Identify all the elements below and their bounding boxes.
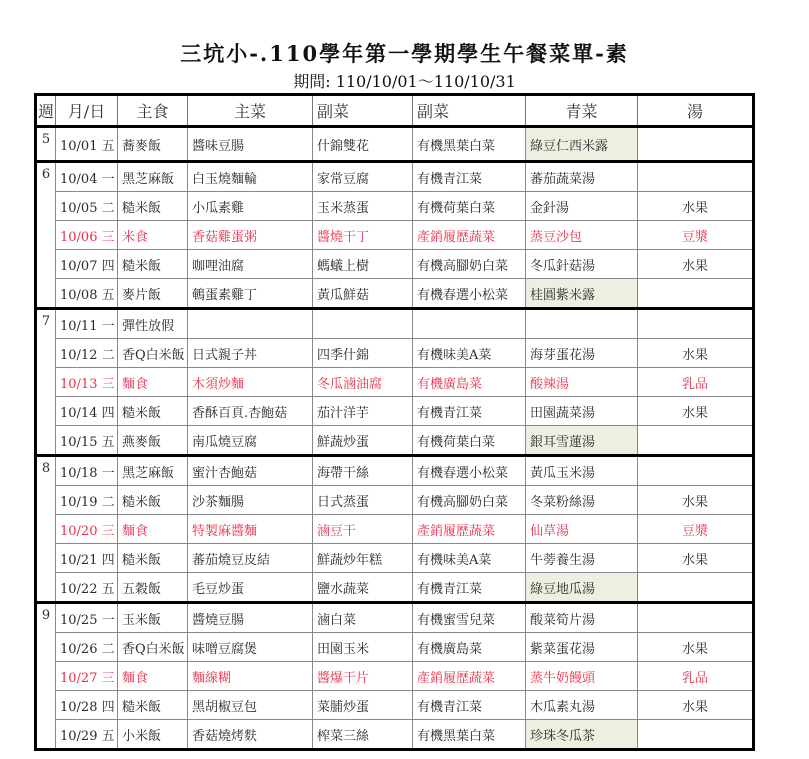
soup-cell: 豆漿 — [638, 515, 754, 544]
lunch-menu-table — [34, 93, 755, 751]
vegetable-cell: 綠豆地瓜湯 — [526, 573, 638, 603]
date: 10/15 — [60, 434, 98, 450]
side-dish-1-cell: 田園玉米 — [313, 633, 413, 662]
side-dish-2-cell: 有機廣島菜 — [413, 368, 526, 397]
vegetable-cell: 木瓜素丸湯 — [526, 691, 638, 720]
menu-row — [36, 162, 754, 192]
vegetable-cell — [526, 309, 638, 339]
side-dish-2-cell: 有機廣島菜 — [413, 633, 526, 662]
main-dish-cell: 黑胡椒豆包 — [188, 691, 313, 720]
date: 10/21 — [60, 552, 98, 568]
soup-cell: 乳品 — [638, 662, 754, 691]
vegetable-cell: 蒸豆沙包 — [526, 221, 638, 250]
side-dish-1-cell: 日式蒸蛋 — [313, 486, 413, 515]
weekday: 一 — [101, 612, 115, 628]
soup-cell — [638, 309, 754, 339]
soup-cell — [638, 720, 754, 750]
date: 10/12 — [60, 347, 98, 363]
menu-row — [36, 279, 754, 309]
vegetable-cell: 紫菜蛋花湯 — [526, 633, 638, 662]
side-dish-1-cell: 家常豆腐 — [313, 162, 413, 192]
side-dish-2-cell: 有機蜜雪兒菜 — [413, 603, 526, 633]
header-soup: 湯 — [638, 95, 754, 127]
soup-cell: 乳品 — [638, 368, 754, 397]
weekday: 三 — [101, 229, 115, 245]
menu-row — [36, 486, 754, 515]
date-cell — [56, 662, 118, 691]
main-dish-cell: 麵線糊 — [188, 662, 313, 691]
main-dish-cell: 香菇燒烤麩 — [188, 720, 313, 750]
soup-cell — [638, 426, 754, 456]
date: 10/06 — [60, 229, 98, 245]
soup-cell: 水果 — [638, 633, 754, 662]
week-number: 5 — [36, 127, 56, 162]
soup-cell — [638, 456, 754, 486]
main-dish-cell: 木須炒麵 — [188, 368, 313, 397]
date-cell — [56, 309, 118, 339]
main-dish-cell: 醬味豆腸 — [188, 127, 313, 162]
main-dish-cell: 毛豆炒蛋 — [188, 573, 313, 603]
date: 10/18 — [60, 465, 98, 481]
soup-cell: 豆漿 — [638, 221, 754, 250]
week-number: 9 — [36, 603, 56, 750]
weekday: 三 — [101, 670, 115, 686]
soup-cell — [638, 279, 754, 309]
main-dish-cell: 白玉燒麵輪 — [188, 162, 313, 192]
weekday: 三 — [101, 523, 115, 539]
main-dish-cell: 南瓜燒豆腐 — [188, 426, 313, 456]
date-cell — [56, 162, 118, 192]
vegetable-cell: 田園蔬菜湯 — [526, 397, 638, 426]
staple-cell: 黑芝麻飯 — [118, 456, 188, 486]
vegetable-cell: 海芽蛋花湯 — [526, 339, 638, 368]
weekday: 五 — [101, 287, 115, 303]
weekday: 四 — [101, 405, 115, 421]
staple-cell: 蕎麥飯 — [118, 127, 188, 162]
side-dish-2-cell: 有機青江菜 — [413, 573, 526, 603]
staple-cell: 糙米飯 — [118, 691, 188, 720]
header-main-dish: 主菜 — [188, 95, 313, 127]
date: 10/04 — [60, 171, 98, 187]
weekday: 四 — [101, 699, 115, 715]
side-dish-1-cell: 醬爆干片 — [313, 662, 413, 691]
side-dish-2-cell: 有機荷葉白菜 — [413, 426, 526, 456]
header-date: 月/日 — [56, 95, 118, 127]
soup-cell — [638, 603, 754, 633]
menu-row — [36, 339, 754, 368]
header-side-dish-2: 副菜 — [413, 95, 526, 127]
weekday: 二 — [101, 494, 115, 510]
date: 10/11 — [60, 318, 98, 334]
date-cell — [56, 720, 118, 750]
menu-row — [36, 633, 754, 662]
menu-row — [36, 456, 754, 486]
menu-row — [36, 250, 754, 279]
date-cell — [56, 691, 118, 720]
weekday: 一 — [101, 171, 115, 187]
weekday: 五 — [101, 434, 115, 450]
side-dish-2-cell: 有機青江菜 — [413, 162, 526, 192]
main-dish-cell: 小瓜素雞 — [188, 192, 313, 221]
side-dish-2-cell: 有機春選小松菜 — [413, 456, 526, 486]
date: 10/01 — [60, 138, 98, 154]
vegetable-cell: 珍珠冬瓜茶 — [526, 720, 638, 750]
menu-row — [36, 544, 754, 573]
side-dish-1-cell: 鮮蔬炒年糕 — [313, 544, 413, 573]
staple-cell: 燕麥飯 — [118, 426, 188, 456]
staple-cell: 彈性放假 — [118, 309, 188, 339]
staple-cell: 小米飯 — [118, 720, 188, 750]
vegetable-cell: 桂圓紫米露 — [526, 279, 638, 309]
side-dish-1-cell: 菜脯炒蛋 — [313, 691, 413, 720]
side-dish-1-cell: 鹽水蔬菜 — [313, 573, 413, 603]
side-dish-1-cell: 海帶干絲 — [313, 456, 413, 486]
header-vegetable: 青菜 — [526, 95, 638, 127]
vegetable-cell: 酸菜筍片湯 — [526, 603, 638, 633]
date: 10/25 — [60, 612, 98, 628]
date: 10/28 — [60, 699, 98, 715]
side-dish-1-cell — [313, 309, 413, 339]
side-dish-2-cell: 產銷履歷蔬菜 — [413, 662, 526, 691]
side-dish-1-cell: 滷白菜 — [313, 603, 413, 633]
date-cell — [56, 368, 118, 397]
menu-title: 三坑小-.110學年第一學期學生午餐菜單-素 — [180, 41, 629, 66]
soup-cell: 水果 — [638, 192, 754, 221]
vegetable-cell: 金針湯 — [526, 192, 638, 221]
date-cell — [56, 397, 118, 426]
side-dish-2-cell: 有機荷葉白菜 — [413, 192, 526, 221]
menu-row — [36, 515, 754, 544]
staple-cell: 五穀飯 — [118, 573, 188, 603]
date-cell — [56, 573, 118, 603]
side-dish-1-cell: 黃瓜鮮菇 — [313, 279, 413, 309]
side-dish-2-cell: 有機高腳奶白菜 — [413, 250, 526, 279]
side-dish-1-cell: 玉米蒸蛋 — [313, 192, 413, 221]
date-cell — [56, 279, 118, 309]
side-dish-2-cell: 有機高腳奶白菜 — [413, 486, 526, 515]
staple-cell: 糙米飯 — [118, 397, 188, 426]
staple-cell: 麵食 — [118, 662, 188, 691]
week-number: 7 — [36, 309, 56, 456]
side-dish-1-cell: 鮮蔬炒蛋 — [313, 426, 413, 456]
main-dish-cell: 香菇雞蛋粥 — [188, 221, 313, 250]
menu-row — [36, 221, 754, 250]
date: 10/14 — [60, 405, 98, 421]
menu-row — [36, 662, 754, 691]
menu-row — [36, 426, 754, 456]
side-dish-2-cell — [413, 309, 526, 339]
main-dish-cell: 日式親子丼 — [188, 339, 313, 368]
date: 10/26 — [60, 641, 98, 657]
menu-row — [36, 573, 754, 603]
side-dish-2-cell: 有機青江菜 — [413, 397, 526, 426]
side-dish-1-cell: 醬燒干丁 — [313, 221, 413, 250]
date-cell — [56, 127, 118, 162]
side-dish-2-cell: 產銷履歷蔬菜 — [413, 221, 526, 250]
menu-row — [36, 603, 754, 633]
menu-period: 期間: 110/10/01～110/10/31 — [293, 72, 516, 91]
main-dish-cell: 醬燒豆腸 — [188, 603, 313, 633]
side-dish-1-cell: 冬瓜滷油腐 — [313, 368, 413, 397]
date-cell — [56, 486, 118, 515]
weekday: 二 — [101, 200, 115, 216]
soup-cell: 水果 — [638, 339, 754, 368]
staple-cell: 香Q白米飯 — [118, 339, 188, 368]
weekday: 五 — [101, 138, 115, 154]
date-cell — [56, 603, 118, 633]
staple-cell: 麵食 — [118, 515, 188, 544]
weekday: 三 — [101, 376, 115, 392]
week-number: 6 — [36, 162, 56, 309]
side-dish-2-cell: 產銷履歷蔬菜 — [413, 515, 526, 544]
date-cell — [56, 339, 118, 368]
side-dish-1-cell: 榨菜三絲 — [313, 720, 413, 750]
vegetable-cell: 綠豆仁西米露 — [526, 127, 638, 162]
main-dish-cell: 特製麻醬麵 — [188, 515, 313, 544]
vegetable-cell: 冬菜粉絲湯 — [526, 486, 638, 515]
weekday: 四 — [101, 552, 115, 568]
date: 10/13 — [60, 376, 98, 392]
staple-cell: 麥片飯 — [118, 279, 188, 309]
week-number: 8 — [36, 456, 56, 603]
menu-row — [36, 368, 754, 397]
date-cell — [56, 426, 118, 456]
staple-cell: 米食 — [118, 221, 188, 250]
weekday: 二 — [101, 641, 115, 657]
vegetable-cell: 蒸牛奶饅頭 — [526, 662, 638, 691]
side-dish-2-cell: 有機春選小松菜 — [413, 279, 526, 309]
menu-body — [36, 127, 754, 750]
date-cell — [56, 250, 118, 279]
date: 10/20 — [60, 523, 98, 539]
date-cell — [56, 515, 118, 544]
weekday: 一 — [101, 465, 115, 481]
main-dish-cell: 鵪蛋素雞丁 — [188, 279, 313, 309]
side-dish-1-cell: 茄汁洋芋 — [313, 397, 413, 426]
staple-cell: 糙米飯 — [118, 486, 188, 515]
menu-row — [36, 397, 754, 426]
staple-cell: 糙米飯 — [118, 192, 188, 221]
main-dish-cell: 沙茶麵腸 — [188, 486, 313, 515]
date: 10/27 — [60, 670, 98, 686]
weekday: 五 — [101, 728, 115, 744]
date: 10/29 — [60, 728, 98, 744]
menu-row — [36, 127, 754, 162]
vegetable-cell: 酸辣湯 — [526, 368, 638, 397]
side-dish-2-cell: 有機青江菜 — [413, 691, 526, 720]
staple-cell: 糙米飯 — [118, 250, 188, 279]
staple-cell: 玉米飯 — [118, 603, 188, 633]
header-staple: 主食 — [118, 95, 188, 127]
main-dish-cell: 咖哩油腐 — [188, 250, 313, 279]
date-cell — [56, 221, 118, 250]
side-dish-1-cell: 什錦雙花 — [313, 127, 413, 162]
date-cell — [56, 192, 118, 221]
menu-row — [36, 309, 754, 339]
main-dish-cell — [188, 309, 313, 339]
soup-cell — [638, 162, 754, 192]
side-dish-2-cell: 有機黑葉白菜 — [413, 720, 526, 750]
soup-cell: 水果 — [638, 250, 754, 279]
date: 10/08 — [60, 287, 98, 303]
date: 10/07 — [60, 258, 98, 274]
soup-cell — [638, 127, 754, 162]
date: 10/05 — [60, 200, 98, 216]
vegetable-cell: 仙草湯 — [526, 515, 638, 544]
date-cell — [56, 633, 118, 662]
main-dish-cell: 蜜汁杏鮑菇 — [188, 456, 313, 486]
header-week: 週 — [36, 95, 56, 127]
side-dish-2-cell: 有機味美A菜 — [413, 339, 526, 368]
staple-cell: 香Q白米飯 — [118, 633, 188, 662]
weekday: 四 — [101, 258, 115, 274]
menu-row — [36, 691, 754, 720]
side-dish-2-cell: 有機味美A菜 — [413, 544, 526, 573]
header-side-dish-1: 副菜 — [313, 95, 413, 127]
staple-cell: 麵食 — [118, 368, 188, 397]
soup-cell: 水果 — [638, 486, 754, 515]
vegetable-cell: 牛蒡養生湯 — [526, 544, 638, 573]
main-dish-cell: 蕃茄燒豆皮結 — [188, 544, 313, 573]
weekday: 一 — [101, 318, 115, 334]
weekday: 五 — [101, 581, 115, 597]
weekday: 二 — [101, 347, 115, 363]
main-dish-cell: 味噌豆腐煲 — [188, 633, 313, 662]
staple-cell: 糙米飯 — [118, 544, 188, 573]
soup-cell: 水果 — [638, 397, 754, 426]
soup-cell — [638, 573, 754, 603]
staple-cell: 黑芝麻飯 — [118, 162, 188, 192]
date: 10/19 — [60, 494, 98, 510]
side-dish-1-cell: 四季什錦 — [313, 339, 413, 368]
header-row — [36, 95, 754, 127]
date-cell — [56, 456, 118, 486]
menu-row — [36, 192, 754, 221]
soup-cell: 水果 — [638, 691, 754, 720]
menu-row — [36, 720, 754, 750]
date-cell — [56, 544, 118, 573]
main-dish-cell: 香酥百頁.杏鮑菇 — [188, 397, 313, 426]
vegetable-cell: 銀耳雪蓮湯 — [526, 426, 638, 456]
vegetable-cell: 冬瓜針菇湯 — [526, 250, 638, 279]
vegetable-cell: 黃瓜玉米湯 — [526, 456, 638, 486]
side-dish-1-cell: 螞蟻上樹 — [313, 250, 413, 279]
side-dish-1-cell: 滷豆干 — [313, 515, 413, 544]
date: 10/22 — [60, 581, 98, 597]
vegetable-cell: 蕃茄蔬菜湯 — [526, 162, 638, 192]
soup-cell: 水果 — [638, 544, 754, 573]
side-dish-2-cell: 有機黑葉白菜 — [413, 127, 526, 162]
